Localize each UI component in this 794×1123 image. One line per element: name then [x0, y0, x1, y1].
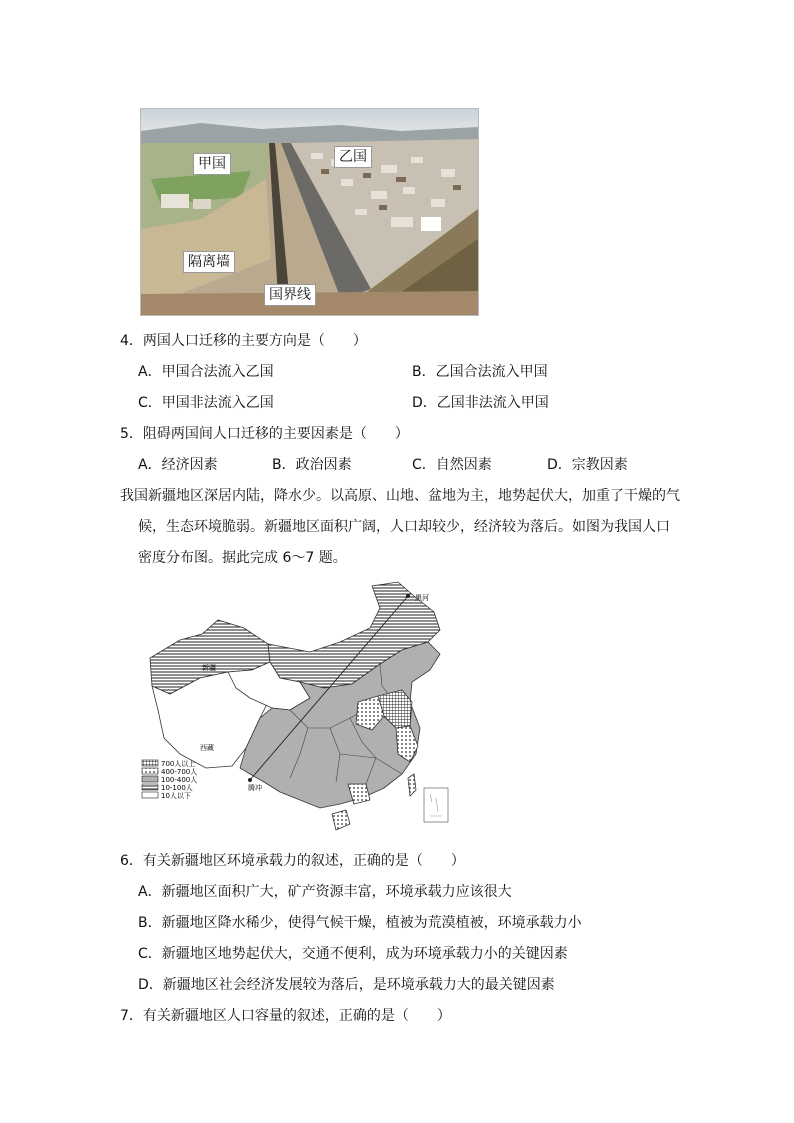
- china-population-map: [140, 578, 462, 842]
- q6-option-d[interactable]: D．新疆地区社会经济发展较为落后，是环境承载力大的最关键因素: [138, 977, 555, 993]
- q4-option-d[interactable]: D．乙国非法流入甲国: [412, 395, 549, 411]
- label-border: 国界线: [264, 284, 316, 306]
- border-photo: [140, 108, 479, 316]
- place-heihe: 黑河: [415, 594, 429, 602]
- q5-option-a[interactable]: A．经济因素: [138, 457, 218, 473]
- q5-option-b[interactable]: B．政治因素: [272, 457, 352, 473]
- place-tengchong: 腾冲: [248, 784, 262, 792]
- label-wall: 隔离墙: [183, 251, 235, 273]
- south-china-sea-inset: [424, 788, 448, 822]
- heihe-marker: [406, 594, 410, 598]
- q4-option-c[interactable]: C．甲国非法流入乙国: [138, 395, 274, 411]
- legend-700-plus: 700人以上: [161, 760, 196, 768]
- q5-stem: 5．阻碍两国间人口迁移的主要因素是（ ）: [120, 426, 409, 442]
- q4-option-a[interactable]: A．甲国合法流入乙国: [138, 364, 274, 380]
- label-yi: 乙国: [334, 146, 372, 168]
- passage-line-3: 密度分布图。据此完成 6～7 题。: [138, 550, 347, 566]
- legend-below-10: 10人以下: [161, 792, 191, 800]
- passage-line-2: 候，生态环境脆弱。新疆地区面积广阔，人口却较少，经济较为落后。如图为我国人口: [138, 519, 670, 535]
- legend-400-700: 400-700人: [161, 768, 198, 776]
- region-hainan: [332, 810, 350, 830]
- passage-line-1: 我国新疆地区深居内陆，降水少。以高原、山地、盆地为主，地势起伏大，加重了干燥的气: [120, 488, 680, 504]
- q6-option-b[interactable]: B．新疆地区降水稀少，使得气候干燥，植被为荒漠植被，环境承载力小: [138, 915, 582, 931]
- map-legend: [142, 759, 197, 800]
- q6-option-a[interactable]: A．新疆地区面积广大，矿产资源丰富，环境承载力应该很大: [138, 884, 512, 900]
- china-map-figure: [140, 578, 462, 842]
- q7-stem: 7．有关新疆地区人口容量的叙述，正确的是（ ）: [120, 1008, 451, 1024]
- q5-option-d[interactable]: D．宗教因素: [547, 457, 628, 473]
- q4-option-b[interactable]: B．乙国合法流入甲国: [412, 364, 548, 380]
- q6-stem: 6．有关新疆地区环境承载力的叙述，正确的是（ ）: [120, 853, 465, 869]
- q6-option-c[interactable]: C．新疆地区地势起伏大，交通不便利，成为环境承载力小的关键因素: [138, 946, 568, 962]
- q4-stem: 4．两国人口迁移的主要方向是（ ）: [120, 333, 367, 349]
- legend-100-400: 100-400人: [161, 776, 198, 784]
- label-jia: 甲国: [193, 153, 231, 175]
- place-xizang: 西藏: [200, 744, 214, 752]
- place-xinjiang: 新疆: [202, 664, 216, 672]
- q5-option-c[interactable]: C．自然因素: [412, 457, 492, 473]
- tengchong-marker: [248, 778, 252, 782]
- legend-10-100: 10-100人: [161, 784, 193, 792]
- region-taiwan: [408, 774, 416, 796]
